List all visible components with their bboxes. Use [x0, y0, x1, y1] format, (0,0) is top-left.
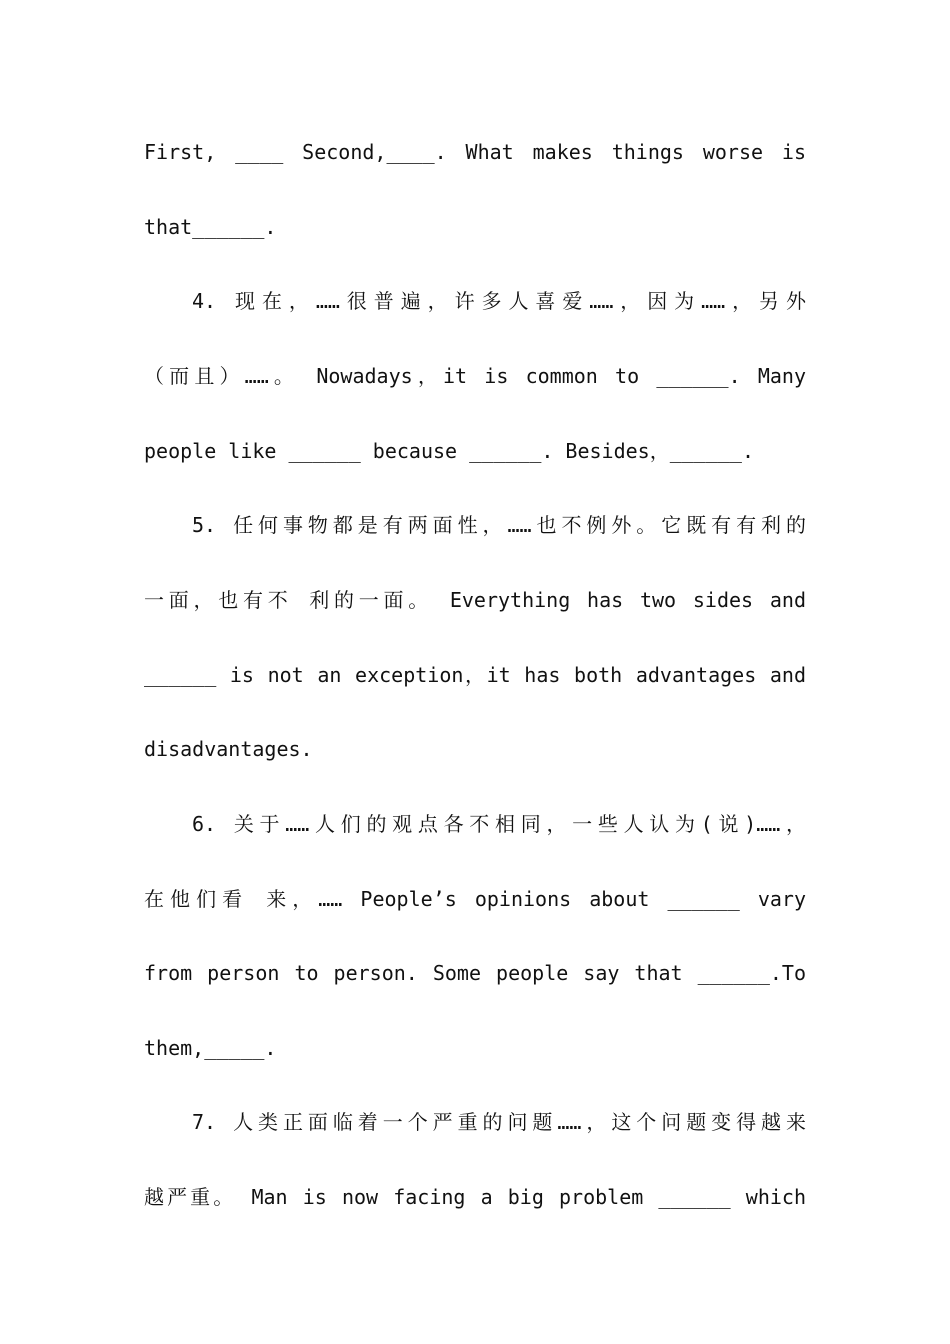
text-line: disadvantages. [144, 737, 313, 761]
paragraph-start-line: 7. 人类正面临着一个严重的问题……，这个问题变得越来 [192, 1110, 806, 1134]
text-line: 在他们看 来，…… People’s opinions about ______ vary [144, 887, 806, 911]
text-line: 越严重。 Man is now facing a big problem ______ which [144, 1185, 806, 1209]
text-line: from person to person. Some people say that ______.To [144, 961, 806, 985]
paragraph-start-line: 6. 关于……人们的观点各不相同，一些人认为(说)……， [192, 812, 806, 836]
text-line: that______. [144, 215, 277, 239]
paragraph-start-line: 4. 现在，……很普遍，许多人喜爱……，因为……，另外 [192, 289, 806, 313]
text-line: （而且）……。 Nowadays，it is common to ______. Many [144, 364, 806, 388]
paragraph-start-line: 5. 任何事物都是有两面性，……也不例外。它既有有利的 [192, 513, 806, 537]
text-line: ______ is not an exception，it has both advantages and [144, 663, 806, 687]
text-line: people like ______ because ______. Besides，______. [144, 439, 755, 463]
text-line: 一面，也有不 利的一面。 Everything has two sides and [144, 588, 806, 612]
text-line: First, ____ Second,____. What makes things worse is [144, 140, 806, 164]
text-line: them,_____. [144, 1036, 277, 1060]
